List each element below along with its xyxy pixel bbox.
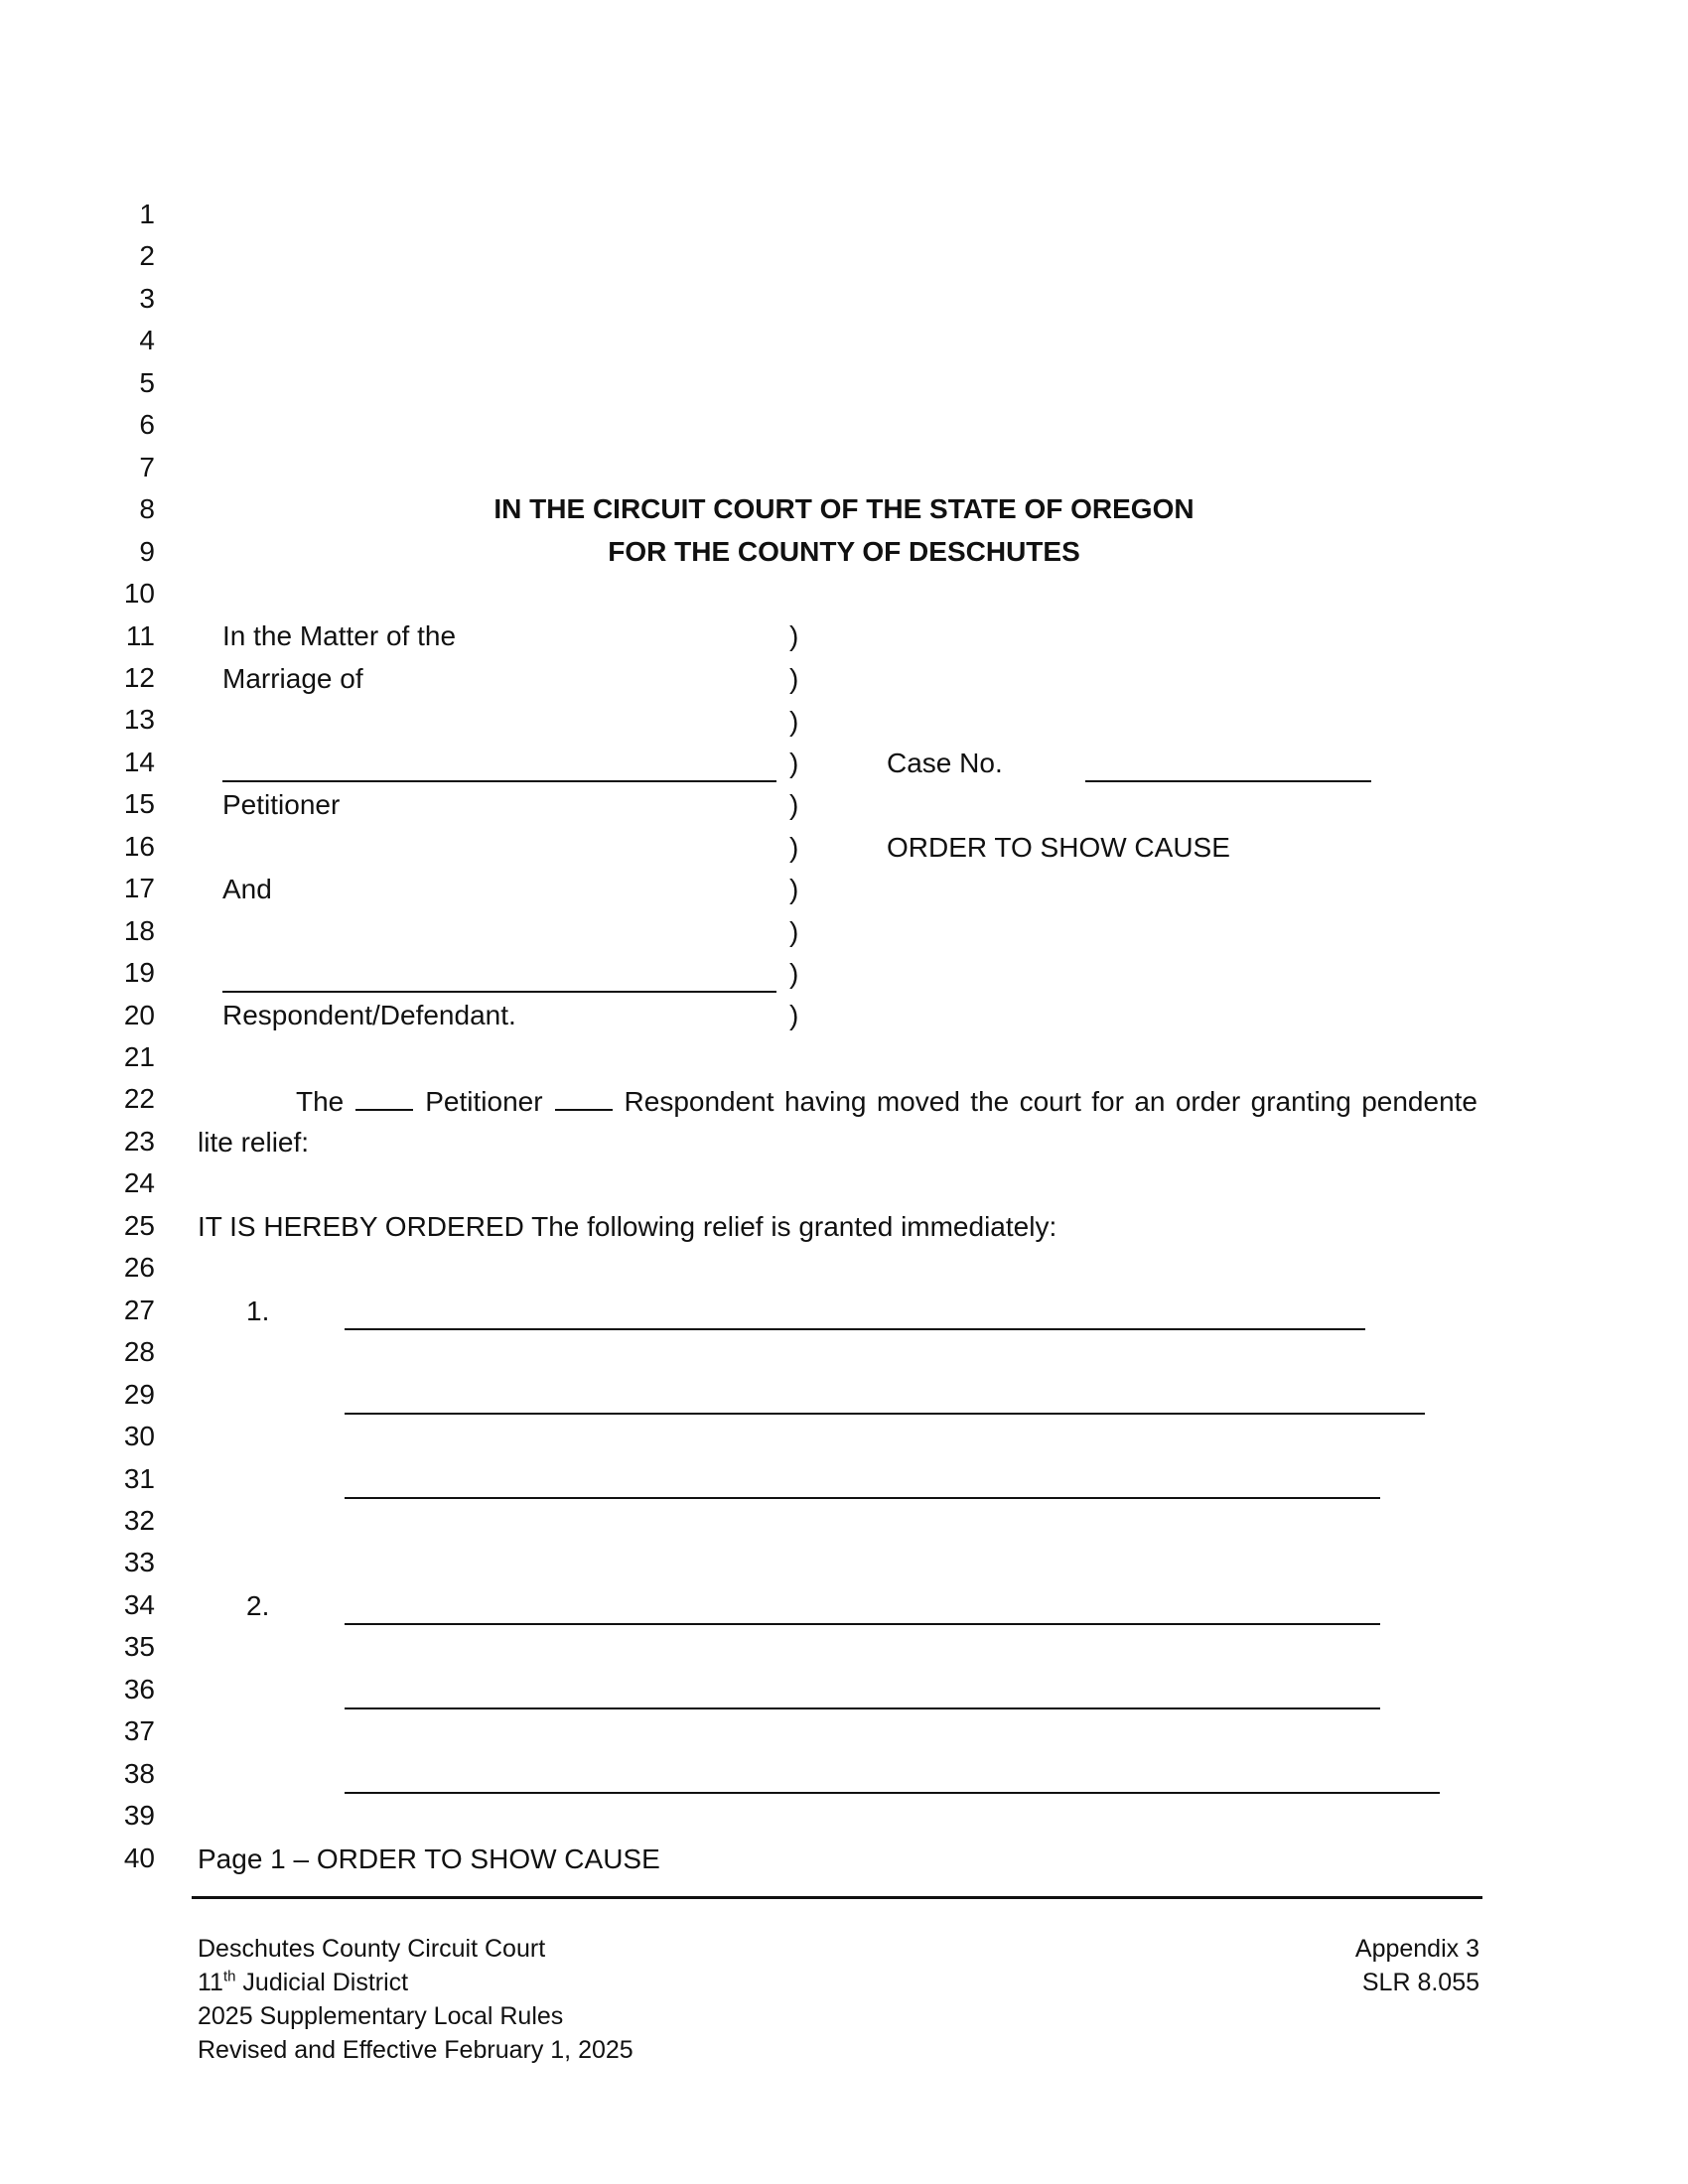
footer-appendix: Appendix 3	[1354, 1935, 1479, 1963]
line-number: 9	[139, 535, 155, 567]
body-paragraph-line1	[296, 1083, 1477, 1119]
caption-paren: )	[789, 1000, 799, 1030]
caption-paren: )	[789, 958, 799, 989]
footer-district-rest: Judicial District	[235, 1969, 409, 1996]
relief-line[interactable]	[345, 1792, 1440, 1794]
line-number: 35	[123, 1631, 155, 1663]
caption-paren: )	[789, 832, 799, 863]
footer-rules: 2025 Supplementary Local Rules	[198, 2002, 564, 2030]
petitioner-word: Petitioner	[425, 1086, 543, 1117]
line-number: 23	[123, 1125, 155, 1157]
line-number: 36	[123, 1673, 155, 1705]
line-number: 34	[123, 1588, 155, 1620]
line-number: 1	[139, 199, 155, 229]
petitioner-checkbox-blank[interactable]	[355, 1083, 413, 1111]
line-number: 26	[123, 1252, 155, 1284]
line-number: 37	[123, 1715, 155, 1747]
line-number: 14	[123, 746, 155, 777]
and-label: And	[222, 874, 272, 904]
line-number: 15	[123, 788, 155, 820]
line-number: 39	[123, 1800, 155, 1832]
line-number: 29	[123, 1378, 155, 1410]
line-number: 40	[123, 1842, 155, 1873]
line-number: 33	[123, 1547, 155, 1578]
respondent-name-line[interactable]	[222, 991, 776, 993]
line-number: 38	[123, 1757, 155, 1789]
line-number: 10	[123, 578, 155, 610]
line-number: 20	[123, 999, 155, 1030]
caption-paren: )	[789, 663, 799, 694]
line-number: 28	[123, 1336, 155, 1368]
caption-paren: )	[789, 916, 799, 947]
line-number: 11	[125, 619, 155, 651]
footer-district-num: 11	[198, 1969, 223, 1996]
line-number: 3	[139, 282, 155, 314]
line-number: 19	[123, 957, 155, 989]
line-number: 4	[139, 325, 155, 356]
line-number: 17	[123, 873, 155, 904]
line-number: 32	[123, 1504, 155, 1536]
court-heading-line1: IN THE CIRCUIT COURT OF THE STATE OF OREGON	[493, 493, 1195, 524]
relief-line[interactable]	[345, 1497, 1380, 1499]
item-number-1: 1.	[246, 1296, 270, 1326]
case-number-label: Case No.	[887, 748, 1003, 778]
case-number-field[interactable]	[1085, 780, 1371, 782]
page-footer-label: Page 1 – ORDER TO SHOW CAUSE	[198, 1843, 660, 1874]
line-number: 25	[123, 1209, 155, 1241]
relief-line[interactable]	[345, 1413, 1425, 1415]
body-paragraph-line2: lite relief:	[198, 1127, 310, 1158]
line-number: 27	[123, 1294, 155, 1325]
line-number: 22	[123, 1083, 155, 1115]
court-heading-line2: FOR THE COUNTY OF DESCHUTES	[608, 536, 1080, 567]
line-number: 2	[139, 240, 155, 272]
caption-paren: )	[789, 620, 799, 651]
line-number: 7	[139, 451, 155, 482]
petitioner-label: Petitioner	[222, 789, 341, 820]
caption-paren: )	[789, 789, 799, 820]
line-number: 16	[123, 830, 155, 862]
line-number: 31	[123, 1462, 155, 1494]
petitioner-name-line[interactable]	[222, 780, 776, 782]
order-statement: IT IS HEREBY ORDERED The following relief is granted immediately:	[198, 1211, 1057, 1242]
line-number: 6	[139, 409, 155, 441]
footer-divider	[192, 1896, 1482, 1899]
caption-paren: )	[789, 706, 799, 737]
footer-district-sup: th	[222, 1968, 236, 1985]
line-number: 24	[123, 1167, 155, 1199]
document-title: ORDER TO SHOW CAUSE	[887, 832, 1230, 863]
line-number: 18	[123, 914, 155, 946]
line-number: 21	[123, 1041, 155, 1072]
paragraph-rest: Respondent having moved the court for an order granting pendente	[624, 1086, 1477, 1117]
line-number: 13	[123, 704, 155, 736]
caption-matter-line2: Marriage of	[222, 663, 363, 694]
respondent-label: Respondent/Defendant.	[222, 1000, 516, 1030]
relief-line[interactable]	[345, 1623, 1380, 1625]
footer-court: Deschutes County Circuit Court	[198, 1935, 546, 1963]
relief-line[interactable]	[345, 1328, 1365, 1330]
line-number: 5	[139, 366, 155, 398]
respondent-checkbox-blank[interactable]	[555, 1083, 613, 1111]
line-number: 30	[123, 1421, 155, 1452]
footer-district	[198, 1966, 408, 1999]
line-number: 12	[123, 661, 155, 693]
footer-slr: SLR 8.055	[1361, 1969, 1479, 1996]
the-word: The	[296, 1086, 345, 1117]
footer-revised: Revised and Effective February 1, 2025	[198, 2036, 633, 2064]
caption-paren: )	[789, 748, 799, 778]
caption-paren: )	[789, 874, 799, 904]
line-number: 8	[139, 493, 155, 525]
relief-line[interactable]	[345, 1707, 1380, 1709]
caption-matter-line1: In the Matter of the	[222, 620, 457, 651]
item-number-2: 2.	[246, 1590, 270, 1621]
